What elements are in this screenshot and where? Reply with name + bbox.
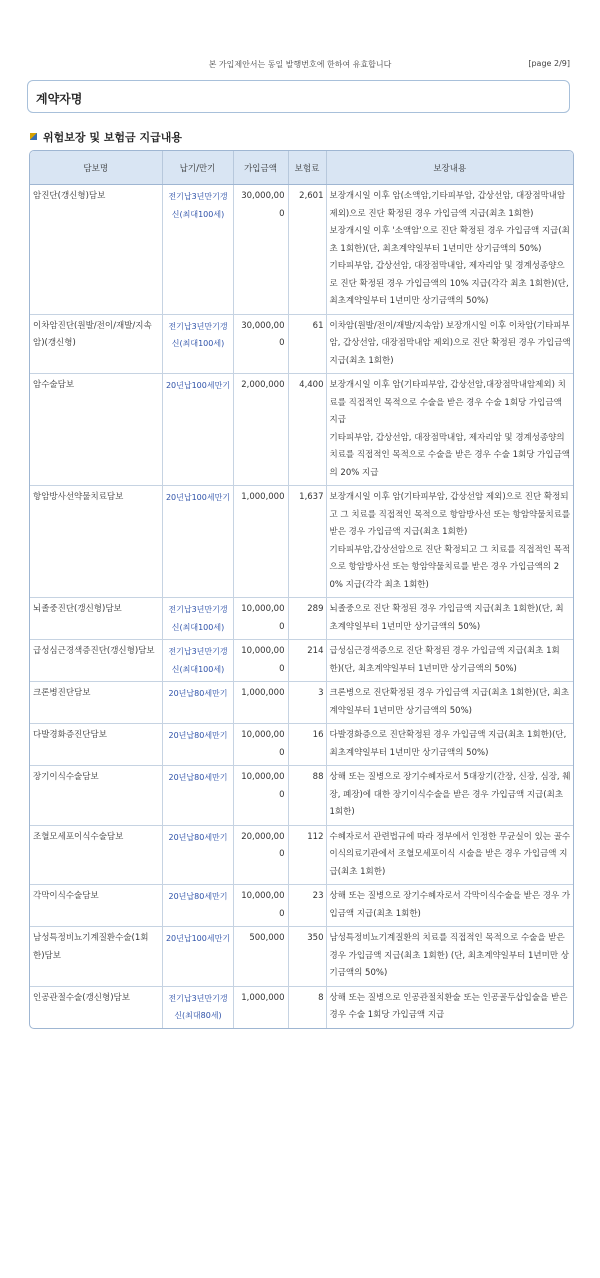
section-title: 위험보장 및 보험금 지급내용 bbox=[43, 131, 182, 144]
description-paragraph: 다발경화증으로 진단확정된 경우 가입금액 지급(최초 1회한)(단, 최초계약일부터 1년미만 상기금액의 50%) bbox=[329, 730, 567, 758]
coverage-name: 장기이식수술담보 bbox=[30, 766, 162, 826]
table-row bbox=[30, 766, 573, 826]
table-row bbox=[30, 374, 573, 486]
coverage-table-container bbox=[29, 150, 574, 1029]
section-heading bbox=[30, 129, 182, 145]
coverage-amount: 1,000,000 bbox=[233, 986, 288, 1028]
table-row bbox=[30, 927, 573, 987]
header-coverage-name: 담보명 bbox=[30, 151, 162, 185]
coverage-name: 크론병진단담보 bbox=[30, 682, 162, 724]
coverage-amount: 10,000,000 bbox=[233, 640, 288, 682]
coverage-name: 항암방사선약물치료담보 bbox=[30, 486, 162, 598]
coverage-description bbox=[326, 724, 573, 766]
description-paragraph: 이차암(원발/전이/재발/지속암) 보장개시일 이후 이차암(기타피부암, 갑상선암, 대장점막내암 제외)으로 진단 확정된 경우 가입금액지급(최초 1회한) bbox=[329, 320, 571, 366]
coverage-premium: 61 bbox=[288, 314, 326, 374]
table-row bbox=[30, 185, 573, 315]
header-term: 납기/만기 bbox=[162, 151, 233, 185]
description-paragraph: 남성특정비뇨기계질환의 치료를 직접적인 목적으로 수술을 받은 경우 가입금액 지급(최초 1회한) (단, 최초계약일부터 1년미만 상기금액의 50%) bbox=[329, 933, 569, 978]
coverage-amount: 10,000,000 bbox=[233, 598, 288, 640]
coverage-premium: 23 bbox=[288, 885, 326, 927]
coverage-description bbox=[326, 986, 573, 1028]
coverage-amount: 10,000,000 bbox=[233, 885, 288, 927]
header-premium: 보험료 bbox=[288, 151, 326, 185]
coverage-description bbox=[326, 640, 573, 682]
table-header-row bbox=[30, 151, 573, 185]
coverage-term: 20년납80세만기 bbox=[162, 724, 233, 766]
coverage-description bbox=[326, 185, 573, 315]
contractor-title-box bbox=[27, 80, 570, 113]
coverage-description bbox=[326, 766, 573, 826]
header-description: 보장내용 bbox=[326, 151, 573, 185]
coverage-amount: 2,000,000 bbox=[233, 374, 288, 486]
coverage-term: 20년납80세만기 bbox=[162, 766, 233, 826]
coverage-name: 다발경화증진단담보 bbox=[30, 724, 162, 766]
coverage-term: 20년납100세만기 bbox=[162, 927, 233, 987]
coverage-premium: 3 bbox=[288, 682, 326, 724]
coverage-term: 전기납3년만기갱신(최대100세) bbox=[162, 640, 233, 682]
coverage-amount: 10,000,000 bbox=[233, 724, 288, 766]
page-header bbox=[30, 58, 570, 72]
table-row bbox=[30, 825, 573, 885]
coverage-premium: 2,601 bbox=[288, 185, 326, 315]
description-paragraph: 기타피부암, 갑상선암, 대장점막내암, 제자리암 및 경계성종양으로 진단 확정된 경우 가입금액의 10% 지급(각각 최초 1회한)(단, 최초계약일부터 1년미만 상기금액의 50%) bbox=[329, 261, 569, 306]
coverage-description bbox=[326, 374, 573, 486]
coverage-amount: 30,000,000 bbox=[233, 185, 288, 315]
coverage-name: 이차암진단(원발/전이/재발/지속암)(갱신형) bbox=[30, 314, 162, 374]
coverage-premium: 214 bbox=[288, 640, 326, 682]
coverage-premium: 88 bbox=[288, 766, 326, 826]
table-row bbox=[30, 314, 573, 374]
table-row bbox=[30, 486, 573, 598]
coverage-premium: 4,400 bbox=[288, 374, 326, 486]
coverage-term: 20년납80세만기 bbox=[162, 682, 233, 724]
coverage-description bbox=[326, 825, 573, 885]
page-title: 계약자명 bbox=[36, 92, 83, 106]
coverage-amount: 10,000,000 bbox=[233, 766, 288, 826]
coverage-name: 뇌졸중진단(갱신형)담보 bbox=[30, 598, 162, 640]
coverage-name: 급성심근경색증진단(갱신형)담보 bbox=[30, 640, 162, 682]
coverage-term: 20년납100세만기 bbox=[162, 486, 233, 598]
coverage-description bbox=[326, 885, 573, 927]
coverage-premium: 8 bbox=[288, 986, 326, 1028]
bullet-square-icon bbox=[30, 133, 37, 140]
table-row bbox=[30, 640, 573, 682]
page-number: [page 2/9] bbox=[528, 59, 570, 68]
coverage-term: 전기납3년만기갱신(최대80세) bbox=[162, 986, 233, 1028]
coverage-name: 각막이식수술담보 bbox=[30, 885, 162, 927]
table-row bbox=[30, 682, 573, 724]
coverage-term: 20년납80세만기 bbox=[162, 825, 233, 885]
table-row bbox=[30, 885, 573, 927]
coverage-description bbox=[326, 598, 573, 640]
coverage-amount: 1,000,000 bbox=[233, 682, 288, 724]
coverage-term: 전기납3년만기갱신(최대100세) bbox=[162, 314, 233, 374]
header-amount: 가입금액 bbox=[233, 151, 288, 185]
coverage-name: 조혈모세포이식수술담보 bbox=[30, 825, 162, 885]
table-row bbox=[30, 986, 573, 1028]
table-row bbox=[30, 598, 573, 640]
description-paragraph: 기타피부암,갑상선암으로 진단 확정되고 그 치료를 직접적인 목적으로 항암방사선 또는 항암약물치료를 받은 경우 가입금액의 20% 지급(각각 최초 1회한) bbox=[329, 544, 571, 590]
coverage-amount: 1,000,000 bbox=[233, 486, 288, 598]
table-row bbox=[30, 724, 573, 766]
coverage-name: 인공관절수술(갱신형)담보 bbox=[30, 986, 162, 1028]
description-paragraph: 보장개시일 이후 암(기타피부암, 갑상선암 제외)으로 진단 확정되고 그 치료를 직접적인 목적으로 항암방사선 또는 항암약물치료를 받은 경우 가입금액 지급(최초 1회한) bbox=[329, 492, 571, 537]
coverage-term: 20년납80세만기 bbox=[162, 885, 233, 927]
coverage-table bbox=[30, 151, 573, 1028]
description-paragraph: 뇌졸중으로 진단 확정된 경우 가입금액 지급(최초 1회한)(단, 최초계약일부터 1년미만 상기금액의 50%) bbox=[329, 604, 564, 632]
coverage-description bbox=[326, 314, 573, 374]
description-paragraph: 급성심근경색증으로 진단 확정된 경우 가입금액 지급(최초 1회한)(단, 최초계약일부터 1년미만 상기금액의 50%) bbox=[329, 646, 560, 674]
validity-notice: 본 가입제안서는 동일 발행번호에 한하여 유효합니다 bbox=[208, 60, 392, 69]
description-paragraph: 상해 또는 질병으로 인공관절치환술 또는 인공골두삽입술을 받은 경우 수술 1회당 가입금액 지급 bbox=[329, 992, 568, 1020]
description-paragraph: 수혜자로서 관련법규에 따라 정부에서 인정한 무균실이 있는 골수이식의료기관에서 조혈모세포이식 시술을 받은 경우 가입금액 지급(최초 1회한) bbox=[329, 831, 571, 877]
coverage-premium: 350 bbox=[288, 927, 326, 987]
coverage-name: 남성특정비뇨기계질환수술(1회한)담보 bbox=[30, 927, 162, 987]
coverage-premium: 16 bbox=[288, 724, 326, 766]
coverage-term: 전기납3년만기갱신(최대100세) bbox=[162, 185, 233, 315]
description-paragraph: 보장개시일 이후 암(기타피부암, 갑상선암,대장점막내암제외) 치료를 직접적인 목적으로 수술을 받은 경우 수술 1회당 가입금액 지급 bbox=[329, 380, 566, 425]
description-paragraph: 상해 또는 질병으로 장기수혜자로서 각막이식수술을 받은 경우 가입금액 지급(최초 1회한) bbox=[329, 891, 571, 919]
coverage-name: 암진단(갱신형)담보 bbox=[30, 185, 162, 315]
coverage-name: 암수술담보 bbox=[30, 374, 162, 486]
coverage-premium: 112 bbox=[288, 825, 326, 885]
coverage-amount: 500,000 bbox=[233, 927, 288, 987]
coverage-term: 전기납3년만기갱신(최대100세) bbox=[162, 598, 233, 640]
coverage-description bbox=[326, 682, 573, 724]
coverage-amount: 30,000,000 bbox=[233, 314, 288, 374]
description-paragraph: 보장개시일 이후 암(소액암,기타피부암, 갑상선암, 대장점막내암 제외)으로 진단 확정된 경우 가입금액 지급(최초 1회한) bbox=[329, 191, 566, 219]
coverage-premium: 1,637 bbox=[288, 486, 326, 598]
coverage-description bbox=[326, 927, 573, 987]
description-paragraph: 보장개시일 이후 '소액암'으로 진단 확정된 경우 가입금액 지급(최초 1회한)(단, 최초계약일부터 1년미만 상기금액의 50%) bbox=[329, 226, 570, 254]
coverage-premium: 289 bbox=[288, 598, 326, 640]
description-paragraph: 기타피부암, 갑상선암, 대장점막내암, 제자리암 및 경계성종양의 치료를 직접적인 목적으로 수술을 받은 경우 수술 1회당 가입금액의 20% 지급 bbox=[329, 432, 571, 478]
description-paragraph: 크론병으로 진단확정된 경우 가입금액 지급(최초 1회한)(단, 최초계약일부터 1년미만 상기금액의 50%) bbox=[329, 688, 570, 716]
coverage-amount: 20,000,000 bbox=[233, 825, 288, 885]
description-paragraph: 상해 또는 질병으로 장기수혜자로서 5대장기(간장, 신장, 심장, 췌장, 폐장)에 대한 장기이식수술을 받은 경우 가입금액 지급(최초 1회한) bbox=[329, 772, 571, 817]
coverage-term: 20년납100세만기 bbox=[162, 374, 233, 486]
coverage-description bbox=[326, 486, 573, 598]
